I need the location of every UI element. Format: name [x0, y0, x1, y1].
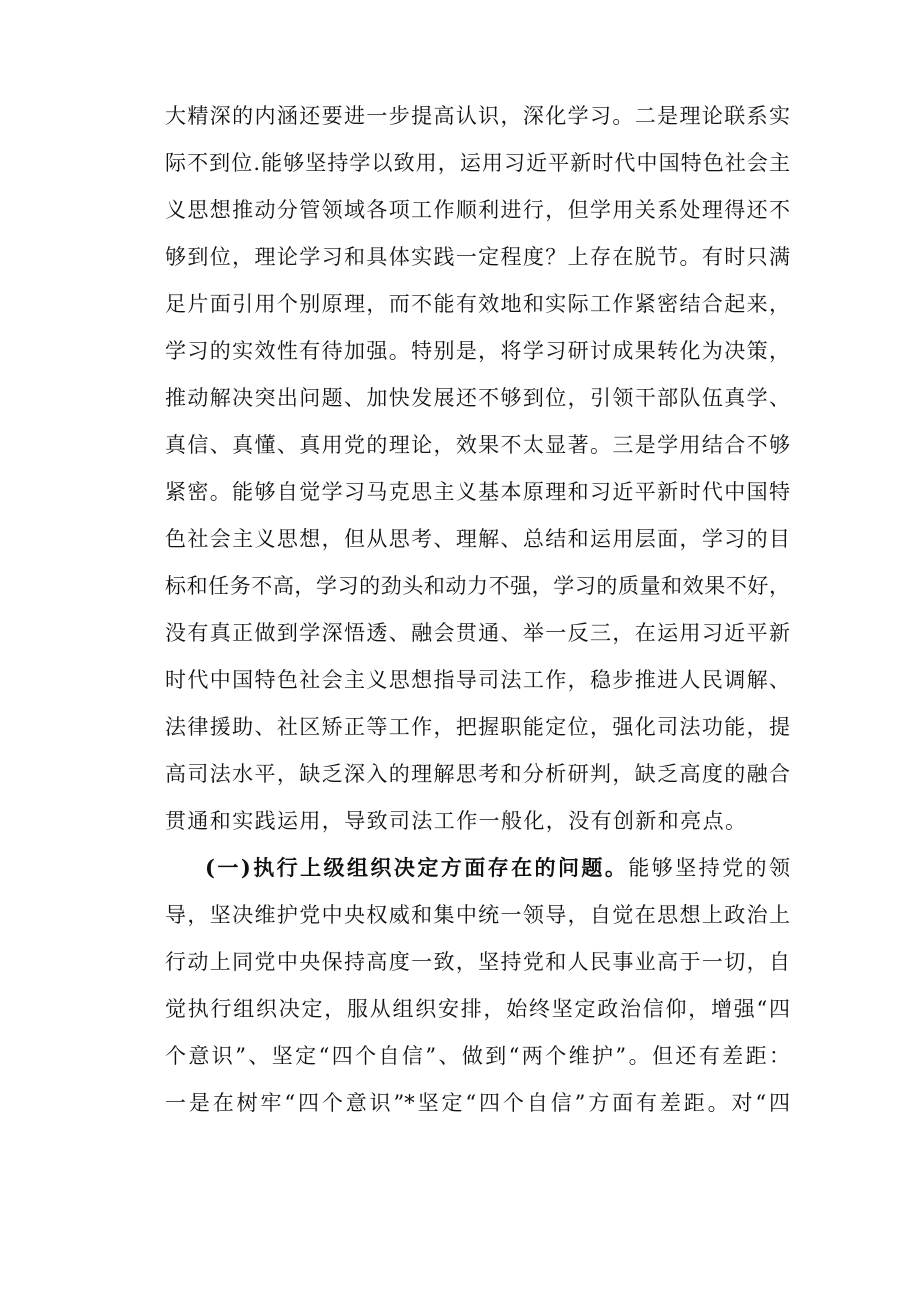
text-line: 够到位，理论学习和具体实践一定程度？上存在脱节。有时只满 — [165, 245, 790, 269]
text-line: 紧密。能够自觉学习马克思主义基本原理和习近平新时代中国特 — [165, 480, 790, 504]
section-heading: (一)执行上级组织决定方面存在的问题。 — [205, 855, 629, 880]
text-line: 觉执行组织决定，服从组织安排，始终坚定政治信仰，增强“四 — [165, 997, 790, 1021]
heading-continuation: 能够坚持党的领 — [628, 856, 790, 880]
text-line: 义思想推动分管领域各项工作顺利进行，但学用关系处理得还不 — [165, 198, 790, 222]
text-line: 没有真正做到学深悟透、融会贯通、举一反三，在运用习近平新 — [165, 621, 790, 645]
text-line: 高司法水平，缺乏深入的理解思考和分析研判，缺乏高度的融合 — [165, 762, 790, 786]
text-line: 际不到位.能够坚持学以致用，运用习近平新时代中国特色社会主 — [165, 151, 790, 175]
text-line: 学习的实效性有待加强。特别是，将学习研讨成果转化为决策， — [165, 339, 790, 363]
text-line: 个意识”、坚定“四个自信”、做到“两个维护”。但还有差距： — [165, 1044, 790, 1068]
text-line: 大精深的内涵还要进一步提高认识，深化学习。二是理论联系实 — [165, 104, 790, 128]
text-line: 真信、真懂、真用党的理论，效果不太显著。三是学用结合不够 — [165, 433, 790, 457]
text-line-last: 贯通和实践运用，导致司法工作一般化，没有创新和亮点。 — [165, 809, 748, 833]
text-line: 推动解决突出问题、加快发展还不够到位，引领干部队伍真学、 — [165, 386, 790, 410]
text-line: 时代中国特色社会主义思想指导司法工作，稳步推进人民调解、 — [165, 668, 790, 692]
text-line: 标和任务不高，学习的劲头和动力不强，学习的质量和效果不好， — [165, 574, 790, 598]
text-line: 一是在树牢“四个意识”*坚定“四个自信”方面有差距。对“四 — [165, 1091, 790, 1115]
text-line-first — [205, 853, 790, 883]
text-line: 色社会主义思想，但从思考、理解、总结和运用层面，学习的目 — [165, 527, 790, 551]
text-line: 行动上同党中央保持高度一致，坚持党和人民事业高于一切，自 — [165, 950, 790, 974]
text-line: 足片面引用个别原理，而不能有效地和实际工作紧密结合起来， — [165, 292, 790, 316]
text-line: 法律援助、社区矫正等工作，把握职能定位，强化司法功能，提 — [165, 715, 790, 739]
text-line: 导，坚决维护党中央权威和集中统一领导，自觉在思想上政治上 — [165, 903, 790, 927]
